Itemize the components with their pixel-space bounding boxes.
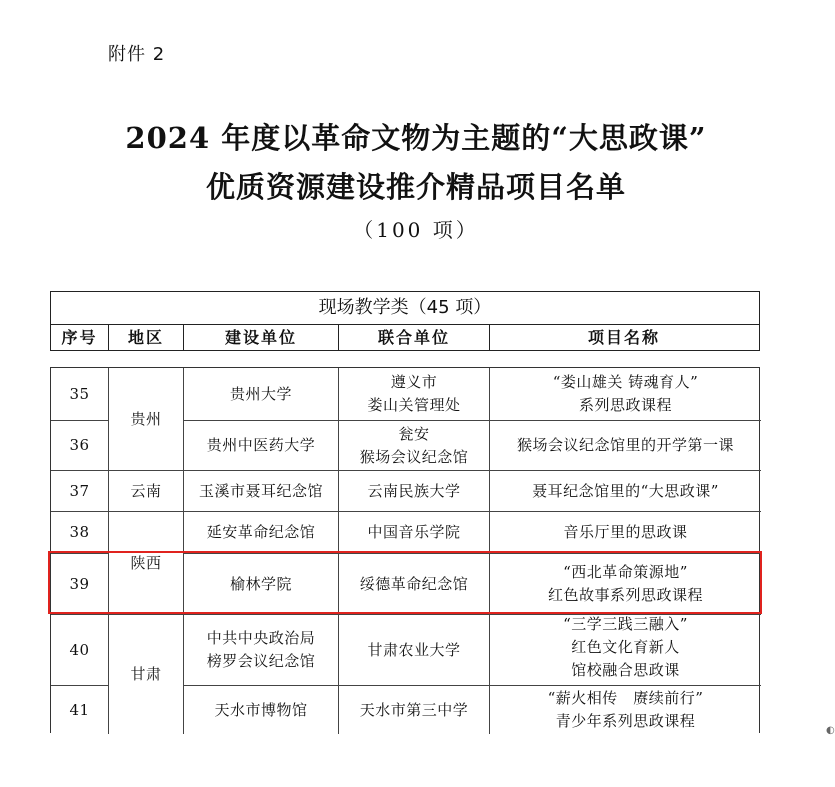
row-number: 36	[69, 436, 90, 454]
partner-line: 瓮安	[398, 424, 430, 443]
scroll-indicator-icon: ◐	[826, 725, 835, 736]
project-cell: 音乐厅里的思政课	[563, 523, 688, 541]
partner-cell: 天水市第三中学	[359, 700, 469, 719]
region-cell: 甘肃	[130, 665, 162, 683]
project-table	[50, 367, 760, 733]
project-line: 红色故事系列思政课程	[547, 586, 703, 604]
region-cell: 云南	[130, 481, 162, 500]
column-header-builder: 建设单位	[184, 324, 339, 351]
row-number: 35	[69, 384, 90, 403]
builder-cell: 榆林学院	[229, 574, 292, 593]
document-title-line2: 优质资源建设推介精品项目名单	[205, 170, 626, 204]
partner-line: 遵义市	[390, 373, 438, 391]
project-cell	[490, 368, 761, 420]
builder-cell: 贵州中医药大学	[206, 436, 316, 454]
project-line: “三学三践三融入”	[563, 614, 688, 633]
partner-cell: 甘肃农业大学	[367, 640, 461, 659]
project-line: 青少年系列思政课程	[555, 712, 696, 730]
table-header	[50, 291, 760, 351]
project-line: “西北革命策源地”	[563, 563, 688, 581]
project-cell	[490, 609, 761, 685]
partner-cell: 云南民族大学	[367, 481, 461, 500]
attachment-label: 附件 2	[108, 44, 166, 65]
total-count: （100 项）	[353, 218, 479, 242]
row-39-highlight-box	[48, 551, 762, 614]
project-line: 红色文化育新人	[571, 637, 680, 656]
row-number: 39	[69, 574, 90, 593]
row-number: 37	[69, 481, 90, 500]
column-header-no: 序号	[51, 324, 109, 351]
project-cell	[490, 686, 761, 734]
project-cell: 聂耳纪念馆里的“大思政课”	[532, 481, 719, 500]
builder-line: 榜罗会议纪念馆	[206, 652, 316, 670]
partner-cell: 绥德革命纪念馆	[359, 574, 469, 593]
project-line: 系列思政课程	[578, 396, 672, 414]
row-number: 40	[69, 640, 90, 659]
partner-cell	[339, 421, 489, 470]
builder-cell: 延安革命纪念馆	[206, 523, 316, 541]
category-title: 现场教学类（45 项）	[51, 292, 759, 325]
project-cell: 猴场会议纪念馆里的开学第一课	[516, 436, 734, 454]
project-line: “薪火相传 赓续前行”	[547, 689, 704, 707]
builder-line: 中共中央政治局	[206, 629, 316, 647]
builder-cell: 玉溪市聂耳纪念馆	[198, 481, 323, 500]
partner-cell	[339, 368, 489, 420]
project-line: “娄山雄关 铸魂育人”	[552, 373, 699, 391]
row-number: 41	[69, 700, 90, 719]
region-cell: 陕西	[130, 553, 162, 572]
builder-cell: 天水市博物馆	[214, 700, 308, 719]
row-number: 38	[69, 523, 90, 541]
builder-cell: 贵州大学	[229, 384, 292, 403]
builder-cell	[184, 615, 338, 685]
document-title-line1: 2024 年度以革命文物为主题的“大思政课”	[125, 121, 707, 155]
partner-line: 娄山关管理处	[367, 396, 461, 414]
region-cell: 贵州	[130, 409, 162, 428]
column-header-project: 项目名称	[587, 328, 660, 347]
partner-line: 猴场会议纪念馆	[359, 447, 469, 466]
column-header-partner: 联合单位	[339, 324, 490, 351]
column-header-region: 地区	[109, 324, 184, 351]
partner-cell: 中国音乐学院	[367, 523, 461, 541]
project-line: 馆校融合思政课	[571, 660, 680, 679]
